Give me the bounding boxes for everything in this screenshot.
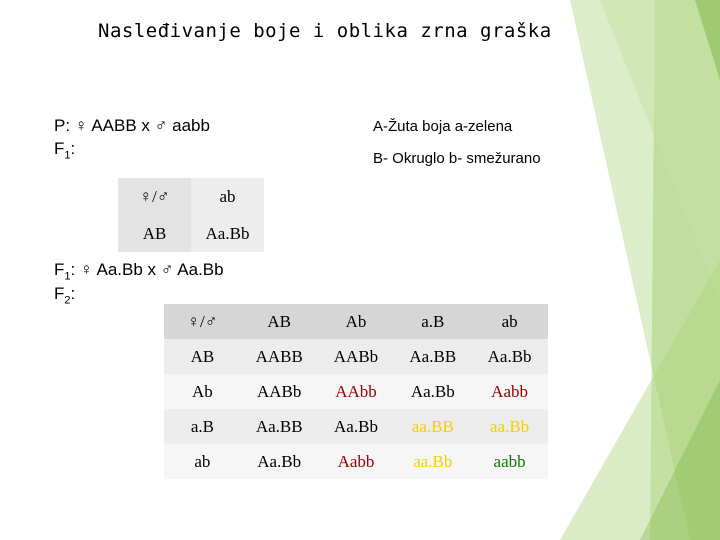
- f2-cell: AABb: [241, 374, 318, 409]
- f2-cell: aa.Bb: [471, 409, 548, 444]
- legend-line-2: B- Okruglo b- smežurano: [373, 150, 541, 167]
- f2-cell: aa.Bb: [394, 444, 471, 479]
- f2-col-header: AB: [241, 304, 318, 339]
- f2-cell: Aa.Bb: [471, 339, 548, 374]
- f2-cell: AABB: [241, 339, 318, 374]
- f2-cell: Aa.BB: [394, 339, 471, 374]
- f1-cross-letter: F: [54, 260, 65, 279]
- f2-col-header: ab: [471, 304, 548, 339]
- f1-table-row: [118, 215, 264, 252]
- f2-cell: Aa.BB: [241, 409, 318, 444]
- f2-colon: :: [70, 284, 76, 303]
- f1-sub: 1: [64, 149, 71, 162]
- f2-table-row: [164, 339, 548, 374]
- f1-table-col-header: ab: [191, 178, 264, 215]
- f2-table-corner: ♀/♂: [164, 304, 241, 339]
- legend-line-1: A-Žuta boja a-zelena: [373, 118, 513, 135]
- male-symbol: ♂: [149, 116, 168, 135]
- f2-col-header: a.B: [394, 304, 471, 339]
- f1-cross-text: : ♀ Aa.Bb x ♂ Aa.Bb: [70, 260, 224, 279]
- f2-cell: Aabb: [471, 374, 548, 409]
- parents-prefix: P:: [54, 116, 75, 135]
- f1-table-header-row: [118, 178, 264, 215]
- f1-cross-sub: 1: [64, 270, 71, 283]
- f2-letter: F: [54, 284, 65, 303]
- f2-row-header: AB: [164, 339, 241, 374]
- f1-letter: F: [54, 139, 65, 158]
- f1-table-corner: ♀/♂: [118, 178, 191, 215]
- f2-cell: aa.BB: [394, 409, 471, 444]
- f2-cell: AAbb: [318, 374, 395, 409]
- f1-table-cell: Aa.Bb: [191, 215, 264, 252]
- f2-table-header-row: [164, 304, 548, 339]
- f2-cell: aabb: [471, 444, 548, 479]
- f1-label: [54, 139, 75, 161]
- f2-row-header: Ab: [164, 374, 241, 409]
- f2-sub: 2: [64, 294, 71, 307]
- female-symbol: ♀: [74, 116, 88, 135]
- f2-cell: AABb: [318, 339, 395, 374]
- male-genotype: aabb: [167, 116, 210, 135]
- f1-cross-line: [54, 260, 224, 282]
- f2-cell: Aa.Bb: [394, 374, 471, 409]
- female-genotype: AABB: [87, 116, 142, 135]
- f2-cell: Aa.Bb: [241, 444, 318, 479]
- f2-punnett-table: [164, 304, 548, 479]
- f2-col-header: Ab: [318, 304, 395, 339]
- f2-cell: Aa.Bb: [318, 409, 395, 444]
- f2-table-row: [164, 409, 548, 444]
- f1-punnett-table: [118, 178, 264, 252]
- f2-label: [54, 284, 75, 306]
- f2-table-row: [164, 444, 548, 479]
- f2-row-header: ab: [164, 444, 241, 479]
- cross-x: x: [141, 116, 150, 135]
- f2-table-row: [164, 374, 548, 409]
- f1-colon: :: [70, 139, 76, 158]
- f1-table-row-header: AB: [118, 215, 191, 252]
- f2-row-header: a.B: [164, 409, 241, 444]
- f2-cell: Aabb: [318, 444, 395, 479]
- parents-line: [54, 116, 210, 136]
- page-title: Nasleđivanje boje i oblika zrna graška: [98, 20, 552, 42]
